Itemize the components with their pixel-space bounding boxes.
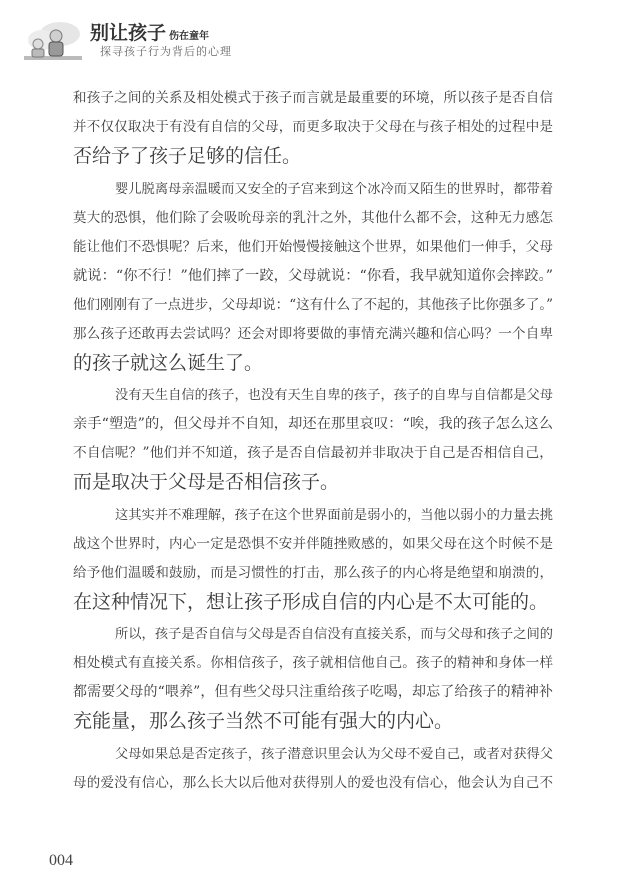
text-line: 那么孩子还敢再去尝试吗？还会对即将要做的事情充满兴趣和信心吗？一个自卑 [73, 325, 553, 342]
text-line: 给予他们温暖和鼓励，而是习惯性的打击，那么孩子的内心将是绝望和崩溃的， [73, 564, 553, 581]
text-line: 这其实并不难理解，孩子在这个世界面前是弱小的，当他以弱小的力量去挑 [115, 507, 553, 523]
children-illustration-icon [20, 20, 84, 62]
text-line: 和孩子之间的关系及相处模式于孩子而言就是最重要的环境，所以孩子是否自信 [73, 90, 553, 106]
text-line: 莫大的恐惧，他们除了会吸吮母亲的乳汁之外，其他什么都不会，这种无力感怎 [73, 209, 553, 226]
series-subtitle: 探寻孩子行为背后的心理 [100, 45, 232, 58]
paragraph [73, 175, 553, 378]
text-line: 战这个世界时，内心一定是恐惧不安并伴随挫败感的，如果父母在这个时候不是 [73, 535, 553, 552]
paragraph [73, 84, 553, 171]
series-title-main: 别让孩子 [90, 22, 167, 44]
paragraph [73, 740, 553, 798]
series-title [90, 18, 209, 45]
text-line: 否给予了孩子足够的信任。 [73, 145, 302, 167]
body-text [73, 84, 553, 802]
running-header [20, 14, 250, 64]
text-line: 能让他们不恐惧呢？后来，他们开始慢慢接触这个世界，如果他们一伸手，父母 [73, 238, 553, 255]
text-line: 没有天生自信的孩子，也没有天生自卑的孩子，孩子的自卑与自信都是父母 [115, 388, 553, 404]
paragraph [73, 381, 553, 497]
text-line: 所以，孩子是否自信与父母是否自信没有直接关系，而与父母和孩子之间的 [115, 627, 553, 643]
paragraph [73, 501, 553, 617]
text-line: 亲手“塑造”的，但父母并不自知，却还在那里哀叹：“唉，我的孩子怎么这么 [73, 416, 553, 433]
text-line: 充能量，那么孩子当然不可能有强大的内心。 [73, 710, 454, 733]
text-line: 母的爱没有信心，那么长大以后他对获得别人的爱也没有信心，他会认为自己不 [73, 774, 553, 791]
page-number: 004 [49, 852, 73, 869]
text-line: 他们刚刚有了一点进步，父母却说：“这有什么了不起的，其他孩子比你强多了。” [73, 296, 553, 313]
text-line: 就说：“你不行！”他们摔了一跤，父母就说：“你看，我早就知道你会摔跤。” [73, 267, 553, 284]
text-line: 并不仅仅取决于有没有自信的父母，而更多取决于父母在与孩子相处的过程中是 [73, 119, 553, 135]
text-line: 都需要父母的“喂养”，但有些父母只注重给孩子吃喝，却忘了给孩子的精神补 [73, 684, 553, 701]
text-line: 在这种情况下，想让孩子形成自信的内心是不太可能的。 [73, 590, 549, 613]
text-line: 的孩子就这么诞生了。 [73, 351, 264, 374]
paragraph [73, 620, 553, 736]
text-line: 相处模式有直接关系。你相信孩子，孩子就相信他自己。孩子的精神和身体一样 [73, 655, 553, 672]
text-line: 父母如果总是否定孩子，孩子潜意识里会认为父母不爱自己，或者对获得父 [115, 746, 553, 762]
series-title-small: 伤在童年 [169, 31, 210, 42]
text-line: 而是取决于父母是否相信孩子。 [73, 471, 340, 494]
text-line: 婴儿脱离母亲温暖而又安全的子宫来到这个冰冷而又陌生的世界时，都带着 [115, 181, 553, 197]
text-line: 不自信呢？”他们并不知道，孩子是否自信最初并非取决于自己是否相信自己， [73, 445, 553, 462]
